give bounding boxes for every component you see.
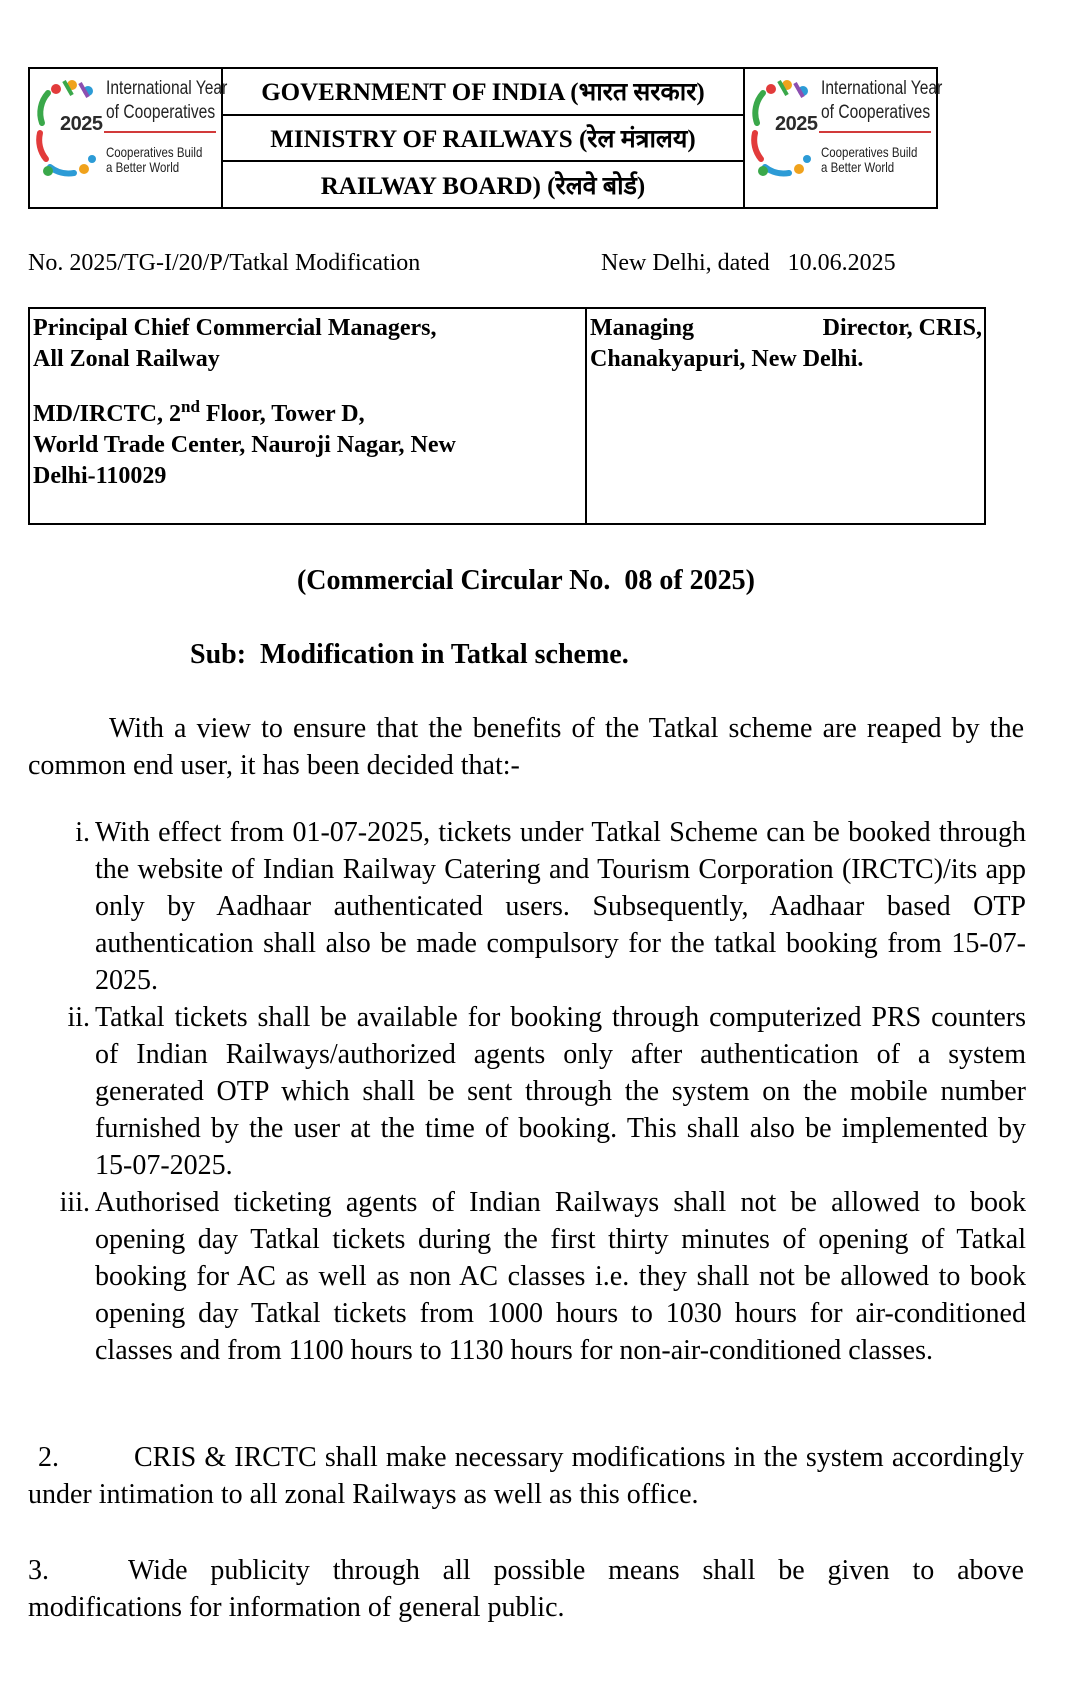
addressee-line: Managing Director, CRIS, <box>590 315 982 341</box>
board-title: RAILWAY BOARD) (रेलवे बोर्ड) <box>223 160 743 207</box>
logo-title: International Year of Cooperatives <box>821 78 943 123</box>
addressee-right <box>587 309 984 523</box>
logo-tagline: Cooperatives Build a Better World <box>106 144 203 175</box>
list-item-number: ii. <box>67 1002 90 1033</box>
logo-year: 2025 <box>60 113 103 135</box>
addressee-line: Delhi-110029 <box>33 463 167 489</box>
logo-divider <box>819 131 931 133</box>
government-title: GOVERNMENT OF INDIA (भारत सरकार) <box>261 79 705 107</box>
cooperatives-logo-left <box>30 69 228 207</box>
ministry-title: MINISTRY OF RAILWAYS (रेल मंत्रालय) <box>223 114 743 161</box>
letterhead-titles <box>223 69 743 207</box>
intro-paragraph: With a view to ensure that the benefits of the Tatkal scheme are reaped by the common end user, it has been decided that:- <box>28 713 1024 781</box>
addressee-line: Chanakyapuri, New Delhi. <box>590 346 864 372</box>
list-item-number: iii. <box>59 1187 90 1218</box>
list-item-text: Authorised ticketing agents of Indian Railways shall not be allowed to book opening day Tatkal tickets during the first thirty minutes of opening of Tatkal booking for AC as well as non AC classes i.e. they shall not be allowed to book opening day Tatkal tickets from 1000 hours to 1030 hours for air-conditioned classes and from 1100 hours to 1130 hours for non-air-conditioned classes. <box>95 1187 1026 1366</box>
circular-title: (Commercial Circular No. 08 of 2025) <box>296 565 756 596</box>
cooperatives-logo-right <box>743 69 943 207</box>
addressee-line: Principal Chief Commercial Managers, <box>33 315 437 341</box>
paragraph-number: 3. <box>28 1555 49 1586</box>
addressee-table <box>28 307 986 525</box>
addressee-left <box>30 309 587 523</box>
paragraph-text: CRIS & IRCTC shall make necessary modifications in the system accordingly under intimation to all zonal Railways as well as this office. <box>28 1442 1024 1510</box>
list-item-text: With effect from 01-07-2025, tickets under Tatkal Scheme can be booked through the website of Indian Railway Catering and Tourism Corporation (IRCTC)/its app only by Aadhaar authenticated users. Subsequently, Aadhaar based OTP authentication shall also be made compulsory for the tatkal booking from 15-07-2025. <box>95 817 1026 996</box>
list-item <box>0 999 1026 1184</box>
paragraph-2 <box>28 1439 1024 1513</box>
decision-list <box>0 814 1026 1369</box>
addressee-line: World Trade Center, Nauroji Nagar, New <box>33 432 456 458</box>
list-item-number: i. <box>75 817 90 848</box>
addressee-line: MD/IRCTC, 2nd Floor, Tower D, <box>33 397 365 427</box>
logo-divider <box>104 131 216 133</box>
paragraph-text: Wide publicity through all possible means shall be given to above modifications for information of general public. <box>28 1555 1024 1623</box>
list-item <box>0 1184 1026 1369</box>
paragraph-3 <box>28 1552 1024 1626</box>
place-and-date: New Delhi, dated 10.06.2025 <box>601 250 896 276</box>
list-item-text: Tatkal tickets shall be available for booking through computerized PRS counters of Indian Railways/authorized agents only after authentication of a system generated OTP which shall be sent through the system on the mobile number furnished by the user at the time of booking. This shall also be implemented by 15-07-2025. <box>95 1002 1026 1181</box>
subject-line: Sub: Modification in Tatkal scheme. <box>190 639 629 670</box>
letterhead-table <box>28 67 943 209</box>
logo-tagline: Cooperatives Build a Better World <box>821 144 918 175</box>
logo-year: 2025 <box>775 113 818 135</box>
list-item <box>0 814 1026 999</box>
paragraph-number: 2. <box>38 1442 59 1473</box>
addressee-line: All Zonal Railway <box>33 346 220 372</box>
reference-number: No. 2025/TG-I/20/P/Tatkal Modification <box>28 250 421 276</box>
logo-title: International Year of Cooperatives <box>106 78 228 123</box>
